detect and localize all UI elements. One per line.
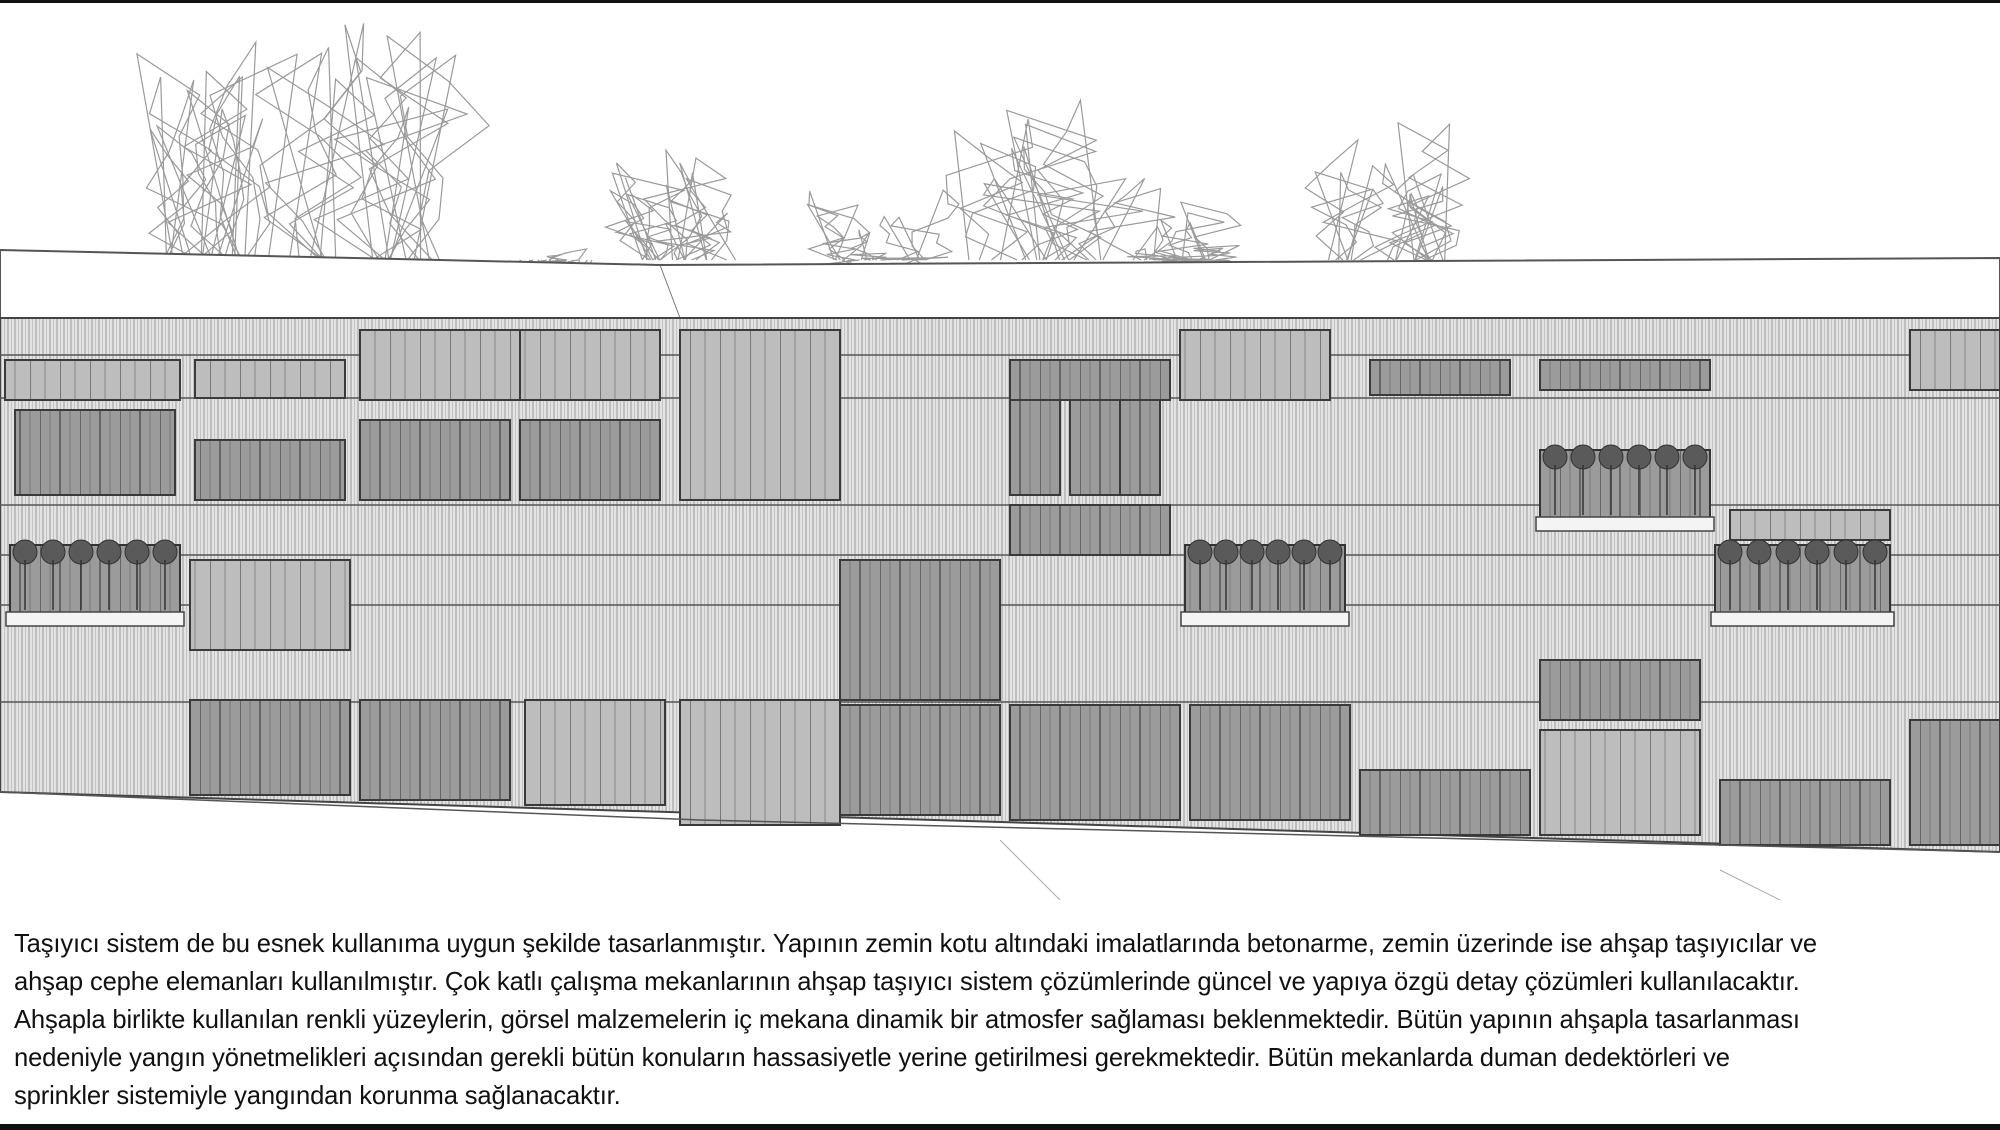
window [680,700,840,825]
window [520,330,660,400]
window [1120,400,1160,495]
window [1010,705,1180,820]
window [1370,360,1510,395]
window [190,560,350,650]
caption-line: sprinkler sistemiyle yangından korunma sağlanacaktır. [14,1082,621,1110]
window [1010,505,1170,555]
window [680,330,840,500]
window [1070,400,1120,495]
window [1910,720,2000,845]
window [1730,510,1890,540]
roof-band [0,250,2000,318]
balcony-slab [1181,612,1349,626]
window [1540,730,1700,835]
caption-line: Taşıyıcı sistem de bu esnek kullanıma uygun şekilde tasarlanmıştır. Yapının zemin kotu altındaki imalatlarında betonarme, zemin üzerinde ise ahşap taşıyıcılar ve [14,930,1817,958]
balcony [6,540,184,626]
window [15,410,175,495]
window [525,700,665,805]
balcony-slab [6,612,184,626]
balcony-slab [1536,517,1714,531]
window [195,360,345,398]
window [520,420,660,500]
window [1540,360,1710,390]
window [1360,770,1530,835]
window [1190,705,1350,820]
window [190,700,350,795]
window [360,700,510,800]
tree-sketch [946,100,1175,260]
window [1540,660,1700,720]
balcony-slab [1711,612,1894,626]
balcony [1536,445,1714,531]
balcony [1711,540,1894,626]
bottom-rule [0,1124,2000,1130]
window [195,440,345,500]
description-text [14,925,1989,1115]
window [1010,360,1170,400]
balcony [1181,540,1349,626]
window [1720,780,1890,845]
window [5,360,180,400]
window [360,420,510,500]
caption-line: ahşap cephe elemanları kullanılmıştır. Çok katlı çalışma mekanlarının ahşap taşıyıcı sistem çözümlerinde güncel ve yapıya özgü detay çözümleri kullanılacaktır. [14,968,1800,996]
tree-sketch [137,42,297,260]
window [1180,330,1330,400]
tree-sketch [256,23,489,260]
window [840,560,1000,700]
caption-line: nedeniyle yangın yönetmelikleri açısından gerekli bütün konuların hassasiyetle yerine getirilmesi gerekmektedir. Bütün mekanlarda duman dedektörleri ve [14,1044,1730,1072]
tree-sketch [606,150,736,260]
window [1910,330,2000,390]
window [840,705,1000,815]
caption-line: Ahşapla birlikte kullanılan renkli yüzeylerin, görsel malzemelerin iç mekana dinamik bir atmosfer sağlaması beklenmektedir. Bütün yapının ahşapla tasarlanması [14,1006,1800,1034]
window [360,330,520,400]
tree-sketch [1305,123,1469,260]
window [1010,400,1060,495]
